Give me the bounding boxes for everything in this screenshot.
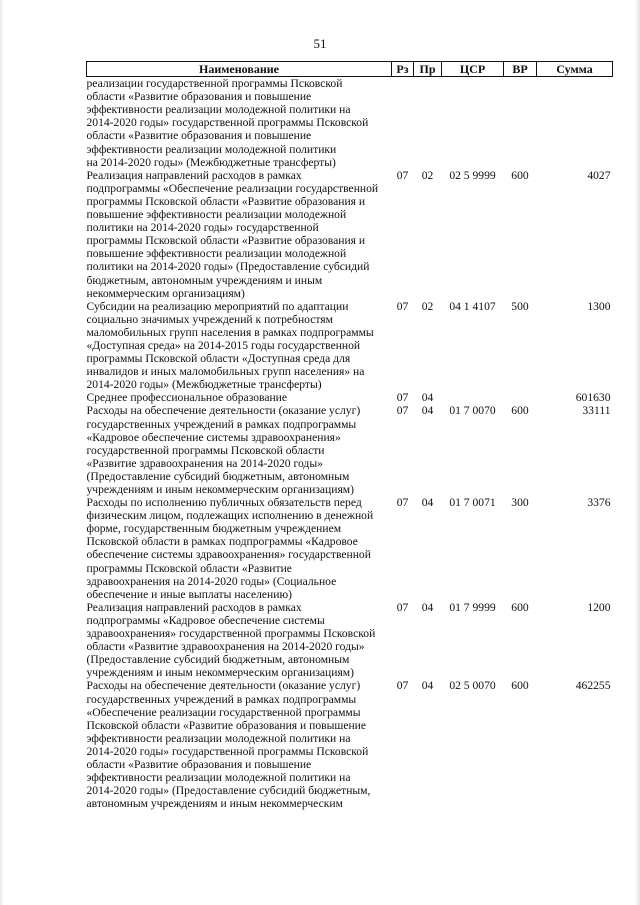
row-pr: 02 — [421, 299, 434, 313]
row-pr: 04 — [421, 404, 434, 418]
row-csr: 02 5 9999 — [449, 168, 496, 182]
header-rz: Рз — [392, 62, 414, 77]
row-name: реализации государственной программы Псковской области «Развитие образования и повышение эффективности реализации молодежной политики на 2014-2020 годы» государственной программы Псковской области «Развитие образования и повышение эффективности реализации молодежной политики на 2014-2020 годы» (Межбюджетные трансферты) — [86, 77, 369, 169]
row-pr: 04 — [421, 391, 434, 405]
page-number: 51 — [313, 36, 327, 51]
row-sum: 1300 — [587, 299, 611, 313]
row-csr: 02 5 0070 — [449, 679, 496, 693]
table-row — [87, 77, 613, 169]
header-sum: Сумма — [537, 62, 613, 77]
row-csr — [442, 77, 504, 169]
row-vr: 600 — [511, 600, 529, 614]
header-csr: ЦСР — [442, 62, 504, 77]
row-rz: 07 — [396, 391, 409, 405]
row-sum: 601630 — [575, 391, 611, 405]
row-rz: 07 — [396, 600, 409, 614]
row-pr: 02 — [421, 168, 434, 182]
table-header — [87, 62, 613, 77]
row-name: Реализация направлений расходов в рамках подпрограммы «Кадровое обеспечение системы здравоохранения» государственной программы Псковской области «Развитие здравоохранения на 2014-2020 годы» (Предоставление субсидий бюджетным, автономным учреждениям и иным некоммерческим организациям) — [86, 600, 376, 680]
table-row — [87, 496, 613, 601]
table-row — [87, 601, 613, 680]
row-rz: 07 — [396, 299, 409, 313]
row-name: Среднее профессиональное образование — [86, 391, 288, 405]
row-sum: 33111 — [582, 404, 611, 418]
row-rz: 07 — [396, 496, 409, 510]
table-row — [87, 169, 613, 300]
row-csr: 01 7 9999 — [449, 600, 496, 614]
scan-edge-right — [635, 0, 640, 905]
row-sum: 462255 — [575, 679, 611, 693]
header-vr: ВР — [504, 62, 537, 77]
table-row — [87, 300, 613, 392]
row-csr: 01 7 0070 — [449, 404, 496, 418]
table-row — [87, 391, 613, 404]
header-name: Наименование — [87, 62, 392, 77]
row-sum: 4027 — [587, 168, 611, 182]
row-name: Реализация направлений расходов в рамках подпрограммы «Обеспечение реализации государственной программы Псковской области «Развитие образования и повышение эффективности реализации молодежной политики на 2014-2020 годы» государственной программы Псковской области «Развитие образования и повышение эффективности реализации молодежной политики на 2014-2020 годы» (Предоставление субсидий бюджетным, автономным учреждениям и иным некоммерческим организациям) — [86, 168, 379, 300]
row-vr: 600 — [511, 168, 529, 182]
table-body — [87, 77, 613, 811]
row-pr: 04 — [421, 496, 434, 510]
budget-table — [86, 61, 613, 810]
row-rz: 07 — [396, 679, 409, 693]
row-vr — [504, 77, 537, 169]
row-sum: 3376 — [587, 496, 611, 510]
row-vr: 600 — [511, 679, 529, 693]
table-row — [87, 404, 613, 496]
row-csr — [442, 391, 504, 404]
row-pr — [414, 77, 442, 169]
row-sum: 1200 — [587, 600, 611, 614]
row-vr: 500 — [511, 299, 529, 313]
scan-edge-left — [0, 0, 4, 905]
row-rz: 07 — [396, 168, 409, 182]
row-name: Расходы по исполнению публичных обязательств перед физическим лицом, подлежащих исполнению в денежной форме, государственным бюджетным учреждением Псковской области в рамках подпрограммы «Кадровое обеспечение системы здравоохранения» государственной программы Псковской области «Развитие здравоохранения на 2014-2020 годы» (Социальное обеспечение и иные выплаты населению) — [86, 496, 374, 601]
row-rz: 07 — [396, 404, 409, 418]
row-csr: 01 7 0071 — [449, 496, 496, 510]
row-csr: 04 1 4107 — [449, 299, 496, 313]
row-pr: 04 — [421, 679, 434, 693]
table-row — [87, 679, 613, 810]
row-name: Субсидии на реализацию мероприятий по адаптации социально значимых учреждений к потребностям маломобильных групп населения в рамках подпрограммы «Доступная среда» на 2014-2015 годы государственной программы Псковской области «Доступная среда для инвалидов и иных маломобильных групп населения» на 2014-2020 годы» (Межбюджетные трансферты) — [86, 299, 374, 392]
header-pr: Пр — [414, 62, 442, 77]
row-name: Расходы на обеспечение деятельности (оказание услуг) государственных учреждений в рамках подпрограммы «Обеспечение реализации государственной программы Псковской области «Развитие образования и повышение эффективности реализации молодежной политики на 2014-2020 годы» государственной программы Псковской области «Развитие образования и повышение эффективности реализации молодежной политики на 2014-2020 годы» (Предоставление субсидий бюджетным, автономным учреждениям и иным некоммерческим — [86, 679, 371, 811]
row-vr: 600 — [511, 404, 529, 418]
row-pr: 04 — [421, 600, 434, 614]
row-sum — [537, 77, 613, 169]
row-name: Расходы на обеспечение деятельности (оказание услуг) государственных учреждений в рамках подпрограммы «Кадровое обеспечение системы здравоохранения» государственной программы Псковской области «Развитие здравоохранения на 2014-2020 годы» (Предоставление субсидий бюджетным, автономным учреждениям и иным некоммерческим организациям) — [86, 404, 361, 496]
row-vr — [504, 391, 537, 404]
row-vr: 300 — [511, 496, 529, 510]
row-rz — [392, 77, 414, 169]
